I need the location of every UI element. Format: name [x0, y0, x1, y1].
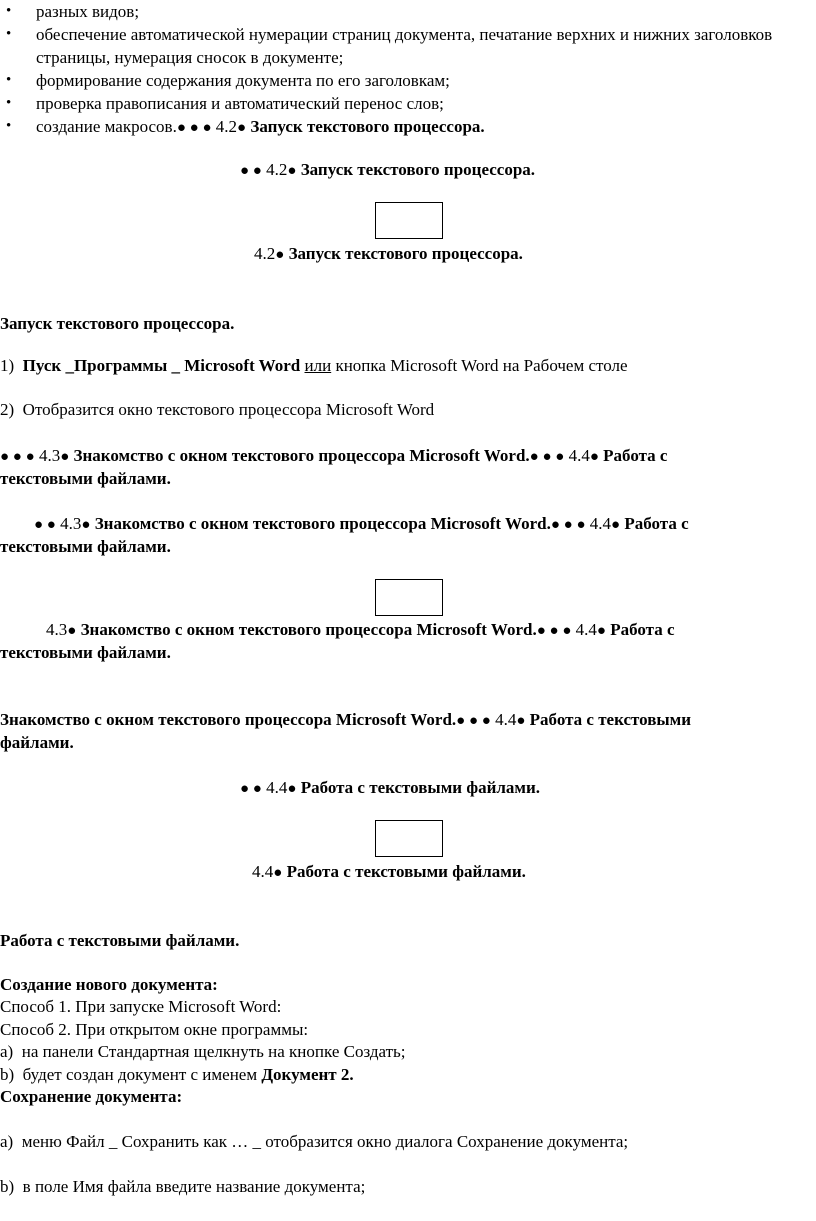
list-item-text: разных видов; — [36, 2, 140, 21]
bullet-glyph: ● — [596, 623, 606, 639]
heading-number: 4.4 — [495, 710, 517, 729]
heading-title: Работа с текстовыми файлами. — [286, 862, 526, 881]
bullet-glyphs: ● ● ● — [0, 449, 35, 465]
heading-number: 4.3 — [60, 514, 82, 533]
step-or: или — [304, 356, 332, 375]
empty-frame — [375, 579, 443, 616]
save-step-a — [0, 1131, 628, 1153]
create-step-a — [0, 1041, 406, 1063]
heading-4-3-4-4-line — [46, 619, 675, 642]
bullet-glyph: ● — [275, 247, 285, 263]
list-item — [0, 69, 810, 92]
bullet-glyphs: ● ● ● — [550, 517, 586, 533]
bullet-glyph: ● — [516, 713, 526, 729]
save-doc-title: Сохранение документа: — [0, 1087, 183, 1106]
create-doc-title: Создание нового документа: — [0, 975, 218, 994]
heading-title: Работа с текстовыми файлами. — [300, 778, 541, 797]
heading-number: 4.2 — [254, 244, 276, 263]
heading-4-2-repeat — [240, 159, 535, 182]
heading-number: 4.4 — [266, 778, 288, 797]
bullet-glyph: ● — [60, 449, 70, 465]
step-text: на панели Стандартная щелкнуть на кнопке Создать; — [21, 1042, 406, 1061]
launch-step-2 — [0, 399, 434, 421]
bullet-glyph: ● — [273, 865, 283, 881]
heading-title: Знакомство с окном текстового процессора Microsoft Word. — [80, 620, 537, 639]
launch-section-title: Запуск текстового процессора. — [0, 314, 235, 333]
bullet-glyph: ● — [611, 517, 621, 533]
heading-number: 4.4 — [589, 514, 612, 533]
step-number: 1) — [0, 356, 15, 375]
create-step-b — [0, 1064, 354, 1086]
heading-4-4-continued: файлами. — [0, 733, 74, 752]
bullet-glyphs: ● ● ● — [536, 623, 572, 639]
empty-frame — [375, 820, 443, 857]
bullet-glyph: ● — [67, 623, 77, 639]
heading-title: Работа с текстовыми — [529, 710, 692, 729]
list-item — [0, 92, 810, 115]
heading-title: Работа с — [610, 620, 675, 639]
heading-4-3-section-line — [0, 709, 691, 732]
step-text: меню Файл _ Сохранить как … _ отобразится окно диалога Сохранение документа; — [21, 1132, 629, 1151]
step-text: в поле Имя файла введите название документа; — [22, 1177, 366, 1196]
launch-step-1 — [0, 355, 628, 377]
heading-number: 4.2 — [215, 117, 238, 136]
bullet-glyphs: ● ● ● — [456, 713, 491, 729]
step-number: b) — [0, 1177, 15, 1196]
bullet-glyph: ● — [81, 517, 91, 533]
heading-title: Знакомство с окном текстового процессора Microsoft Word. — [94, 514, 551, 533]
list-item-text: проверка правописания и автоматический перенос слов; — [36, 94, 444, 113]
bullet-glyphs: ● ● ● — [176, 120, 212, 136]
create-way-1: Способ 1. При запуске Microsoft Word: — [0, 997, 282, 1016]
create-way-2: Способ 2. При открытом окне программы: — [0, 1020, 309, 1039]
heading-title: Знакомство с окном текстового процессора Microsoft Word. — [0, 710, 457, 729]
heading-title: Работа с — [603, 446, 668, 465]
bullet-glyph: ● — [287, 781, 297, 797]
list-item-text: формирование содержания документа по его заголовкам; — [36, 71, 450, 90]
step-text: Отобразится окно текстового процессора Microsoft Word — [22, 400, 435, 419]
heading-number: 4.4 — [575, 620, 597, 639]
heading-4-4-centered — [252, 861, 526, 884]
step-text: кнопка Microsoft Word на Рабочем столе — [335, 356, 628, 375]
heading-4-4-continued: текстовыми файлами. — [0, 537, 171, 556]
bullet-glyph: ● — [237, 120, 247, 136]
step-number: a) — [0, 1132, 14, 1151]
heading-4-4-continued: текстовыми файлами. — [0, 643, 171, 662]
list-item-text: создание макросов. — [36, 117, 177, 136]
heading-title: Запуск текстового процессора. — [288, 244, 523, 263]
bullet-glyph: ● — [287, 163, 297, 179]
list-item — [0, 0, 810, 23]
heading-4-3-4-4-line — [0, 445, 667, 468]
heading-number: 4.3 — [38, 446, 61, 465]
step-number: 2) — [0, 400, 15, 419]
heading-number: 4.2 — [266, 160, 288, 179]
heading-4-2-centered — [254, 243, 523, 266]
doc-name: Документ 2. — [261, 1065, 354, 1084]
heading-4-3-4-4-line — [34, 513, 689, 536]
heading-title: Знакомство с окном текстового процессора Microsoft Word. — [73, 446, 530, 465]
step-number: a) — [0, 1042, 14, 1061]
list-item — [0, 115, 810, 140]
list-item — [0, 23, 796, 69]
list-item-text: обеспечение автоматической нумерации страниц документа, печатание верхних и нижних заголовков страницы, нумерация сносок в документе; — [36, 25, 773, 67]
save-step-b — [0, 1176, 365, 1198]
files-section-title: Работа с текстовыми файлами. — [0, 931, 240, 950]
bullet-glyphs: ● ● ● — [529, 449, 565, 465]
heading-4-4-continued: текстовыми файлами. — [0, 469, 171, 488]
empty-frame — [375, 202, 443, 239]
heading-number: 4.3 — [46, 620, 68, 639]
bullet-glyph: ● — [589, 449, 599, 465]
bullet-glyphs: ● ● — [240, 781, 262, 797]
heading-title: Запуск текстового процессора. — [300, 160, 536, 179]
heading-title: Запуск текстового процессора. — [250, 117, 485, 136]
heading-number: 4.4 — [568, 446, 590, 465]
heading-title: Работа с — [624, 514, 689, 533]
bullet-glyphs: ● ● — [34, 517, 56, 533]
step-number: b) — [0, 1065, 15, 1084]
step-text: будет создан документ с именем — [22, 1065, 258, 1084]
step-menu-path: Пуск _Программы _ Microsoft Word — [22, 356, 301, 375]
feature-bullet-list — [0, 0, 810, 140]
bullet-glyphs: ● ● — [240, 163, 262, 179]
heading-4-4-repeat — [240, 777, 540, 800]
heading-number: 4.4 — [252, 862, 274, 881]
